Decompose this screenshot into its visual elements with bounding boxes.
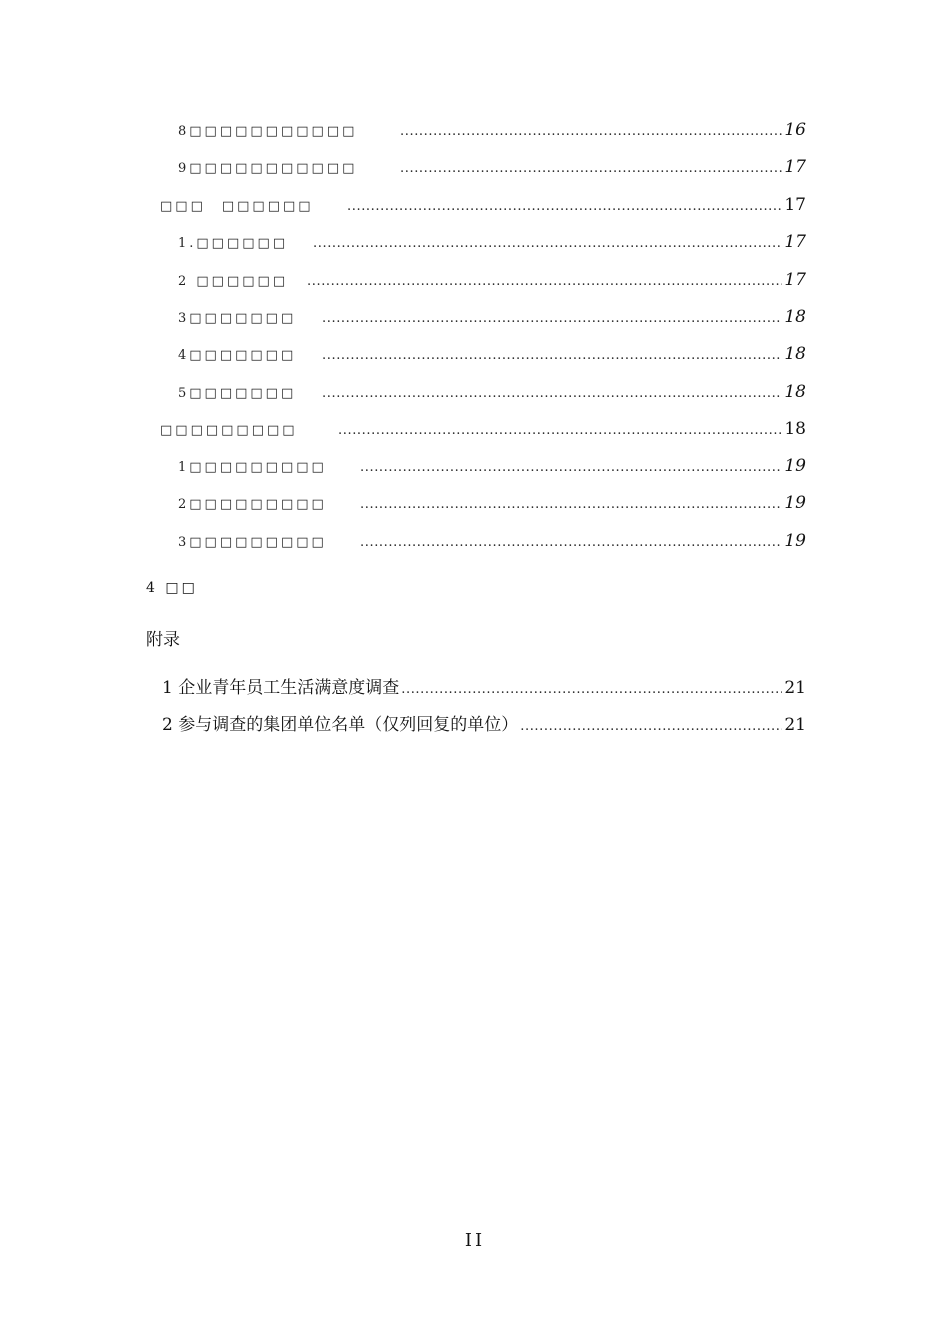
- appendix-entry[interactable]: [162, 673, 806, 697]
- appendix-entry-label: 2 参与调查的集团单位名单（仅列回复的单位）: [162, 715, 519, 735]
- appendix-entry[interactable]: [162, 710, 806, 734]
- toc-entry[interactable]: [178, 382, 806, 406]
- toc-page-number: 18: [784, 382, 806, 402]
- toc-page-number: 16: [784, 120, 806, 140]
- toc-page-number: 18: [784, 307, 806, 327]
- toc-entry-label: 3□□□□□□□□□: [178, 535, 327, 550]
- toc-page-number: 18: [784, 344, 806, 364]
- toc-leader-dots: [322, 311, 782, 326]
- toc-leader-dots: [313, 236, 782, 251]
- appendix-page-number: 21: [784, 715, 806, 735]
- toc-entry[interactable]: [178, 120, 806, 144]
- toc-leader-dots: [401, 682, 782, 697]
- toc-page-number: 17: [784, 270, 806, 290]
- toc-entry[interactable]: [160, 195, 806, 219]
- toc-leader-dots: [322, 348, 782, 363]
- toc-entry[interactable]: [178, 270, 806, 294]
- toc-page-number: 17: [784, 157, 806, 177]
- toc-entry-label: 9□□□□□□□□□□□: [178, 161, 358, 176]
- toc-entry[interactable]: [178, 493, 806, 517]
- toc-entry[interactable]: [160, 419, 806, 443]
- appendix-entry-label: 1 企业青年员工生活满意度调查: [162, 678, 400, 698]
- toc-entry-label: 2□□□□□□□□□: [178, 497, 327, 512]
- toc-page-number: 19: [784, 493, 806, 513]
- toc-entry[interactable]: [178, 157, 806, 181]
- toc-page-number: 17: [784, 195, 806, 215]
- toc-leader-dots: [360, 460, 782, 475]
- toc-leader-dots: [400, 124, 782, 139]
- toc-entry-label: 4□□□□□□□: [178, 348, 297, 363]
- toc-entry-label: □□□□□□□□□: [160, 423, 298, 438]
- appendix-page-number: 21: [784, 678, 806, 698]
- toc-entry[interactable]: [178, 456, 806, 480]
- toc-page-number: 18: [784, 419, 806, 439]
- toc-leader-dots: [307, 274, 782, 289]
- toc-page-number: 17: [784, 232, 806, 252]
- toc-leader-dots: [338, 423, 782, 438]
- toc-leader-dots: [360, 535, 782, 550]
- toc-leader-dots: [322, 386, 782, 401]
- toc-entry[interactable]: [178, 344, 806, 368]
- toc-entry-label: 5□□□□□□□: [178, 386, 297, 401]
- toc-entry[interactable]: [178, 232, 806, 256]
- toc-entry-label: 3□□□□□□□: [178, 311, 297, 326]
- toc-entry-label: 2 □□□□□□: [178, 274, 289, 289]
- page-number-footer: II: [464, 1230, 486, 1251]
- toc-leader-dots: [360, 497, 782, 512]
- toc-page-number: 19: [784, 456, 806, 476]
- appendix-heading: 附录: [146, 630, 180, 650]
- toc-leader-dots: [347, 199, 782, 214]
- toc-entry-label: □□□ □□□□□□: [160, 199, 314, 214]
- toc-leader-dots: [520, 719, 782, 734]
- toc-entry[interactable]: [178, 531, 806, 555]
- toc-leader-dots: [400, 161, 782, 176]
- toc-page-number: 19: [784, 531, 806, 551]
- toc-entry-label: 8□□□□□□□□□□□: [178, 124, 358, 139]
- toc-conclusion-heading[interactable]: 4 □□: [146, 580, 198, 596]
- toc-entry-label: 1□□□□□□□□□: [178, 460, 327, 475]
- toc-entry-label: 1.□□□□□□: [178, 236, 289, 251]
- toc-entry[interactable]: [178, 307, 806, 331]
